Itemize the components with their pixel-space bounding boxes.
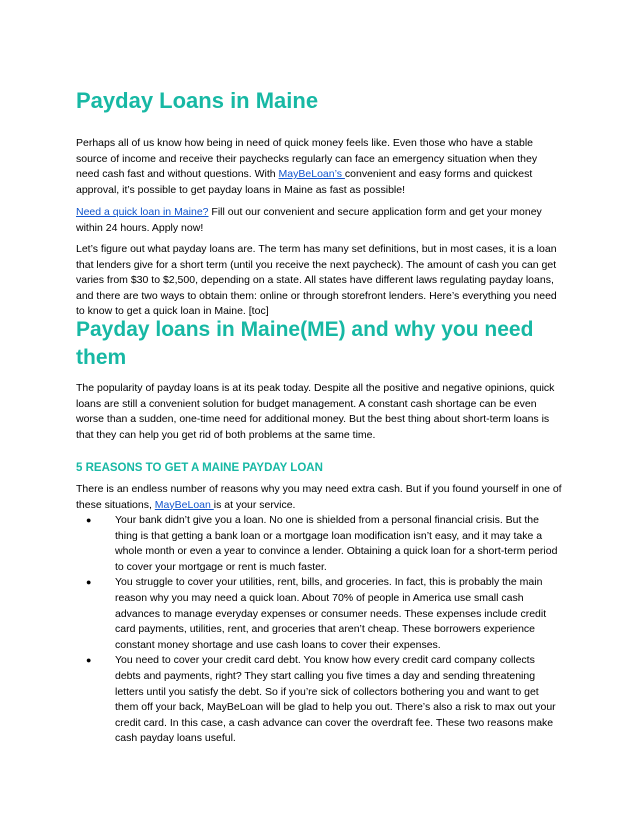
- list-item: [76, 513, 562, 575]
- maybeloan-service-link[interactable]: MayBeLoan: [154, 498, 214, 511]
- bullet-icon: ●: [86, 515, 92, 525]
- section-text: The popularity of payday loans is at its peak today. Despite all the positive and negative opinions, quick loans are still a convenient solution for budget management. A constant cash shortage can be even worse than a sudden, one-time need for additional money. But the best thing about short-term loans is that they can help you get rid of both problems at the same time.: [76, 382, 555, 441]
- intro-paragraph: [76, 136, 562, 198]
- need-quick-loan-link[interactable]: Need a quick loan in Maine?: [76, 206, 209, 218]
- list-item: [76, 653, 562, 747]
- reasons-list: [76, 513, 562, 747]
- list-item-text: Your bank didn’t give you a loan. No one is shielded from a personal financial crisis. But the thing is that getting a bank loan or a mortgage loan modification isn’t easy, and it may take a whole month or even a year to convince a lender. Obtaining a quick loan for a short-term period to cover your mortgage or rent is much faster.: [115, 514, 558, 573]
- reasons-heading: 5 REASONS TO GET A MAINE PAYDAY LOAN: [76, 462, 323, 474]
- intro-text-start: Perhaps all of us know how being in need of quick money feels like. Even those who have a stable source of income and receive their paychecks regularly can face an emergency situation when they need cash fast and without questions. With: [76, 137, 538, 181]
- definition-paragraph: [76, 242, 562, 320]
- bullet-icon: ●: [86, 577, 92, 588]
- list-item-text: You struggle to cover your utilities, rent, bills, and groceries. In fact, this is probably the main reason why you may need a quick loan. About 70% of people in America use small cash advances to manage everyday expenses or consumer needs. These expenses include credit card payments, utilities, rent, and groceries that aren’t cheap. These borrowers experience constant money shortage and use cash loans to cover their expenses.: [115, 576, 547, 651]
- reasons-intro-text-end: is at your service.: [213, 498, 296, 511]
- page-title: Payday Loans in Maine: [76, 88, 319, 113]
- list-item-text: You need to cover your credit card debt. You know how every credit card company collects debts and payments, right? They start calling you five times a day and sending threatening letters until you satisfy the debt. So if you’re sick of collectors bothering you and want to get them off your back, MayBeLoan will be glad to help you out. There’s also a risk to max out your credit card. In this case, a cash advance can cover the overdraft fee. These two reasons make cash payday loans useful.: [115, 654, 556, 745]
- bullet-icon: ●: [86, 655, 92, 666]
- cta-text: Fill out our convenient and secure application form and get your money within 24 hours. Apply now!: [76, 206, 542, 234]
- definition-text: Let’s figure out what payday loans are. The term has many set definitions, but in most cases, it is a loan that lenders give for a short term (until you receive the next paycheck). The amount of cash you can get varies from $30 to $2,500, depending on a state. All states have different laws regulating payday loans, and there are two ways to obtain them: online or through storefront lenders. Here’s everything you need to know to get a quick loan in Maine. [toc]: [76, 243, 557, 318]
- section-paragraph: [76, 381, 562, 443]
- reasons-intro: [76, 482, 562, 513]
- maybeloan-link[interactable]: MayBeLoan’s: [278, 168, 345, 181]
- list-item: [76, 575, 562, 653]
- intro-text-end: convenient and easy forms and quickest approval, it’s possible to get payday loans in Maine as fast as possible!: [76, 168, 533, 196]
- cta-paragraph: [76, 205, 562, 236]
- reasons-intro-text-start: There is an endless number of reasons why you may need extra cash. But if you found yourself in one of these situations,: [76, 483, 562, 511]
- section-heading: Payday loans in Maine(ME) and why you need them: [76, 318, 534, 369]
